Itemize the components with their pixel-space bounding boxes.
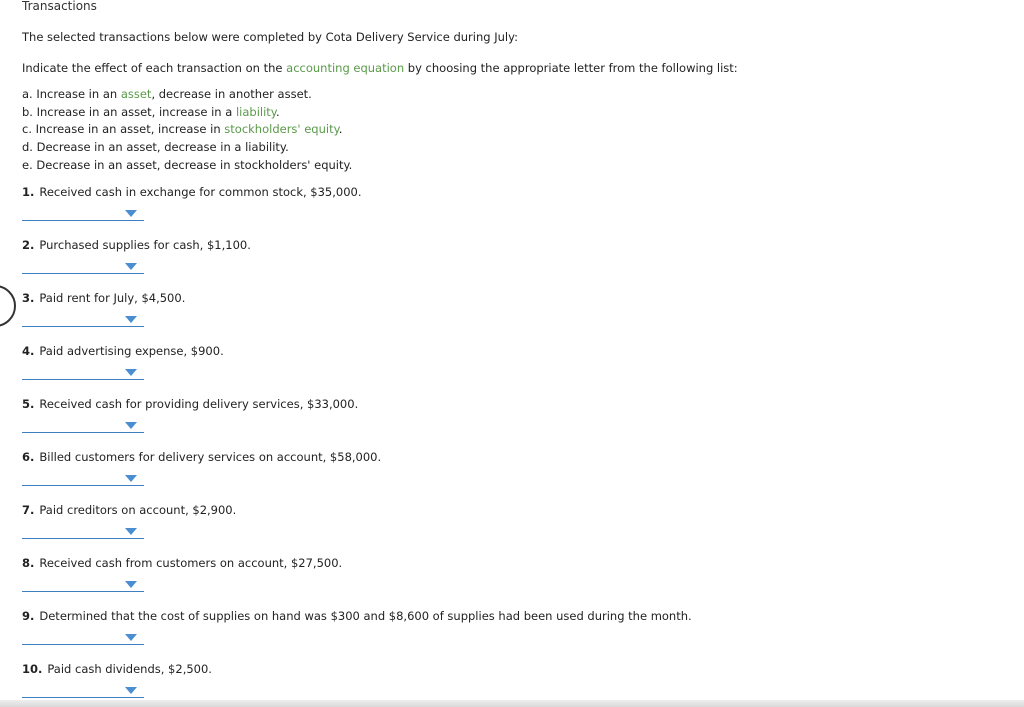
question-10 <box>22 662 212 676</box>
answer-dropdown-4[interactable] <box>22 367 144 380</box>
option-d <box>22 139 352 157</box>
answer-dropdown-1[interactable] <box>22 208 144 221</box>
question-9 <box>22 609 692 623</box>
question-number: 8. <box>22 556 35 570</box>
caret-down-icon <box>125 263 137 270</box>
page-title: Transactions <box>22 0 97 13</box>
answer-dropdown-2[interactable] <box>22 261 144 274</box>
question-text: Received cash from customers on account, $27,500. <box>39 556 343 570</box>
question-5 <box>22 397 358 411</box>
option-a <box>22 86 352 104</box>
option-text: e. Decrease in an asset, decrease in stockholders' equity. <box>22 157 353 172</box>
question-6 <box>22 450 381 464</box>
option-text: c. Increase in an asset, increase in <box>22 122 225 137</box>
question-1 <box>22 185 362 199</box>
caret-down-icon <box>125 528 137 535</box>
question-text: Determined that the cost of supplies on hand was $300 and $8,600 of supplies had been used during the month. <box>39 609 692 623</box>
question-text: Paid cash dividends, $2,500. <box>47 662 212 676</box>
answer-options-list <box>22 86 352 174</box>
instruction-before: Indicate the effect of each transaction on the <box>22 61 287 75</box>
stockholders-equity-link[interactable]: stockholders' equity <box>224 122 339 137</box>
answer-dropdown-10[interactable] <box>22 685 144 698</box>
question-4 <box>22 344 224 358</box>
accounting-equation-link[interactable]: accounting equation <box>286 61 405 75</box>
question-text: Purchased supplies for cash, $1,100. <box>39 238 251 252</box>
caret-down-icon <box>125 210 137 217</box>
answer-dropdown-3[interactable] <box>22 314 144 327</box>
option-text: b. Increase in an asset, increase in a <box>22 104 236 119</box>
intro-text: The selected transactions below were completed by Cota Delivery Service during July: <box>22 30 518 44</box>
caret-down-icon <box>125 369 137 376</box>
question-number: 3. <box>22 291 35 305</box>
question-text: Paid advertising expense, $900. <box>39 344 224 358</box>
question-number: 4. <box>22 344 35 358</box>
option-text: , decrease in another asset. <box>151 87 312 101</box>
question-text: Billed customers for delivery services on account, $58,000. <box>39 450 382 464</box>
question-number: 10. <box>22 662 43 676</box>
option-text: d. Decrease in an asset, decrease in a liability. <box>22 140 289 155</box>
question-number: 6. <box>22 450 35 464</box>
option-c <box>22 121 352 139</box>
question-text: Received cash in exchange for common stock, $35,000. <box>39 185 362 199</box>
question-number: 5. <box>22 397 35 411</box>
caret-down-icon <box>125 316 137 323</box>
answer-dropdown-6[interactable] <box>22 473 144 486</box>
option-text: . <box>275 104 280 119</box>
question-number: 2. <box>22 238 35 252</box>
question-text: Paid creditors on account, $2,900. <box>39 503 237 517</box>
caret-down-icon <box>125 422 137 429</box>
answer-dropdown-8[interactable] <box>22 579 144 592</box>
question-number: 1. <box>22 185 35 199</box>
caret-down-icon <box>125 687 137 694</box>
question-number: 9. <box>22 609 35 623</box>
option-e <box>22 157 352 175</box>
answer-dropdown-9[interactable] <box>22 632 144 645</box>
question-text: Paid rent for July, $4,500. <box>39 291 186 305</box>
caret-down-icon <box>125 475 137 482</box>
question-2 <box>22 238 251 252</box>
option-text: . <box>338 122 343 137</box>
instruction-text <box>22 61 738 75</box>
answer-dropdown-5[interactable] <box>22 420 144 433</box>
question-8 <box>22 556 342 570</box>
question-3 <box>22 291 185 305</box>
instruction-after: by choosing the appropriate letter from the following list: <box>404 61 738 75</box>
answer-dropdown-7[interactable] <box>22 526 144 539</box>
horizontal-scrollbar[interactable] <box>0 700 1024 707</box>
asset-link[interactable]: asset <box>120 87 152 101</box>
liability-link[interactable]: liability <box>235 104 276 119</box>
question-7 <box>22 503 236 517</box>
option-b <box>22 104 352 122</box>
question-number: 7. <box>22 503 35 517</box>
option-text: a. Increase in an <box>22 87 121 101</box>
caret-down-icon <box>125 634 137 641</box>
caret-down-icon <box>125 581 137 588</box>
cursor-highlight-ring <box>0 285 16 327</box>
question-text: Received cash for providing delivery services, $33,000. <box>39 397 359 411</box>
